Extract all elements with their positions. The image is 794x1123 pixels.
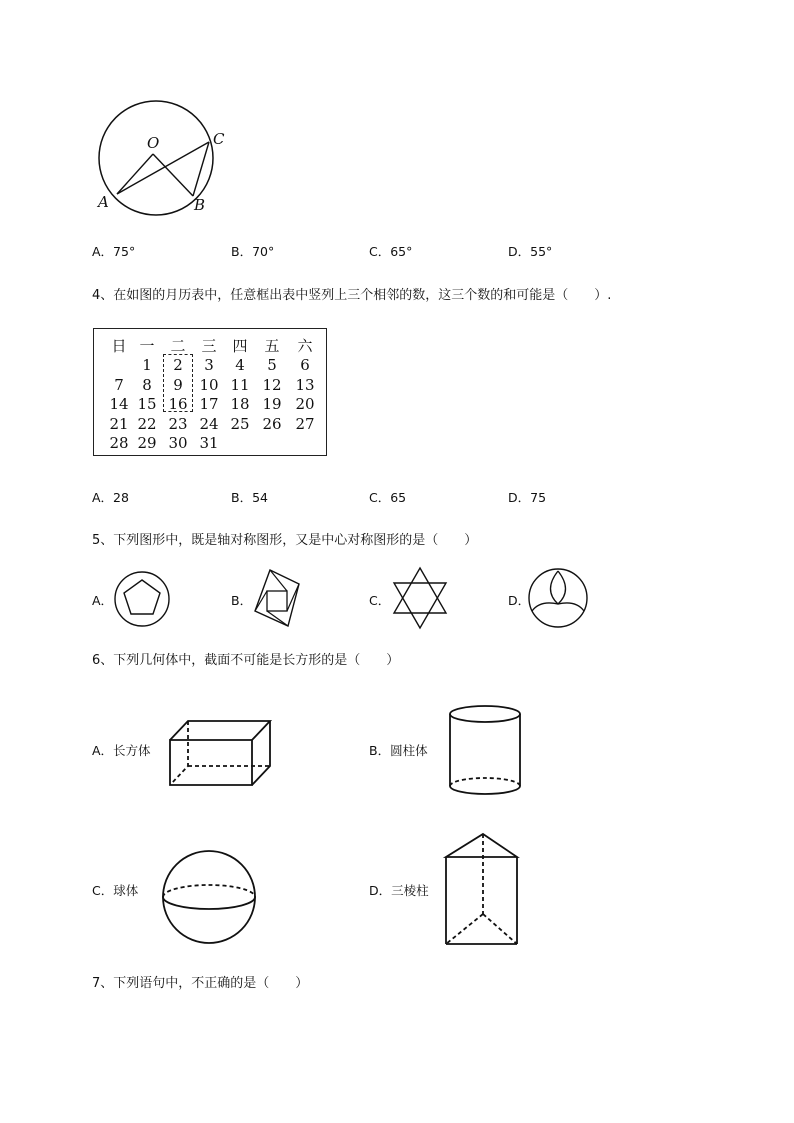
calendar-day: 18 (230, 395, 250, 413)
calendar-day: 29 (137, 434, 157, 452)
calendar-day: 4 (235, 356, 245, 374)
q4-option-a: A．28 (92, 490, 129, 505)
calendar-day: 15 (137, 395, 157, 413)
q3-label-c: C (213, 130, 225, 148)
calendar-day: 13 (295, 375, 315, 394)
calendar-day: 1 (142, 356, 152, 374)
q6-option-d-label: D．三棱柱 (369, 883, 429, 898)
q4-question: 4、在如图的月历表中，任意框出表中竖列上三个相邻的数，这三个数的和可能是（ ）. (92, 288, 612, 303)
calendar-day: 16 (168, 395, 188, 413)
q3-option-d: D．55° (508, 244, 553, 259)
calendar-day: 17 (199, 395, 219, 413)
q6-prism (446, 834, 517, 944)
q4-option-d: D．75 (508, 490, 547, 505)
calendar-day: 12 (262, 375, 282, 394)
calendar-header: 四 (232, 337, 248, 355)
q5-option-b-label: B． (231, 593, 253, 608)
q3-option-b: B．70° (231, 244, 275, 259)
calendar-day: 11 (230, 375, 250, 394)
calendar-day: 26 (262, 414, 282, 433)
calendar-day: 3 (204, 356, 214, 374)
q5-option-c-label: C． (369, 593, 391, 608)
q5-option-a-label: A． (92, 593, 114, 608)
q6-option-b-label: B．圆柱体 (369, 743, 428, 758)
calendar-day: 28 (109, 434, 129, 452)
calendar-day: 8 (142, 375, 152, 394)
calendar-header: 六 (297, 337, 313, 355)
q6-option-a-label: A．长方体 (92, 743, 151, 758)
q6-option-c-label: C．球体 (92, 883, 139, 898)
calendar-day: 30 (168, 434, 188, 452)
calendar-day: 24 (199, 414, 219, 433)
calendar-day: 25 (230, 414, 250, 433)
calendar-day: 2 (173, 356, 183, 374)
q3-label-b: B (194, 196, 206, 214)
calendar-day: 5 (267, 356, 277, 374)
calendar-header: 二 (170, 337, 186, 355)
calendar-header: 一 (139, 337, 155, 355)
calendar-day: 19 (262, 395, 282, 413)
q4-option-b: B．54 (231, 490, 268, 505)
calendar-day: 6 (300, 356, 310, 374)
calendar-day: 9 (173, 375, 183, 394)
calendar-header: 五 (264, 337, 280, 355)
q5-question: 5、下列图形中，既是轴对称图形，又是中心对称图形的是（ ） (92, 533, 478, 548)
calendar-day: 7 (114, 375, 124, 394)
calendar-header: 三 (201, 337, 217, 355)
q6-cylinder (450, 706, 520, 794)
calendar-day: 14 (109, 395, 129, 413)
q6-cuboid (170, 721, 270, 785)
calendar-day: 27 (295, 414, 315, 433)
calendar-header: 日 (111, 337, 127, 355)
q6-question: 6、下列几何体中，截面不可能是长方形的是（ ） (92, 653, 400, 668)
q7-question: 7、下列语句中，不正确的是（ ） (92, 976, 309, 991)
calendar-day: 10 (199, 375, 219, 394)
q3-option-c: C．65° (369, 244, 413, 259)
q4-option-c: C．65 (369, 490, 407, 505)
calendar-day: 31 (199, 434, 219, 452)
calendar-day: 20 (295, 395, 315, 413)
q3-option-a: A．75° (92, 244, 136, 259)
calendar-day: 21 (109, 414, 129, 433)
q3-label-o: O (147, 134, 160, 152)
calendar-day: 22 (137, 414, 157, 433)
q5-option-d-label: D． (508, 593, 531, 608)
q3-label-a: A (98, 193, 109, 211)
q6-sphere (163, 851, 255, 943)
calendar-day: 23 (168, 414, 188, 433)
